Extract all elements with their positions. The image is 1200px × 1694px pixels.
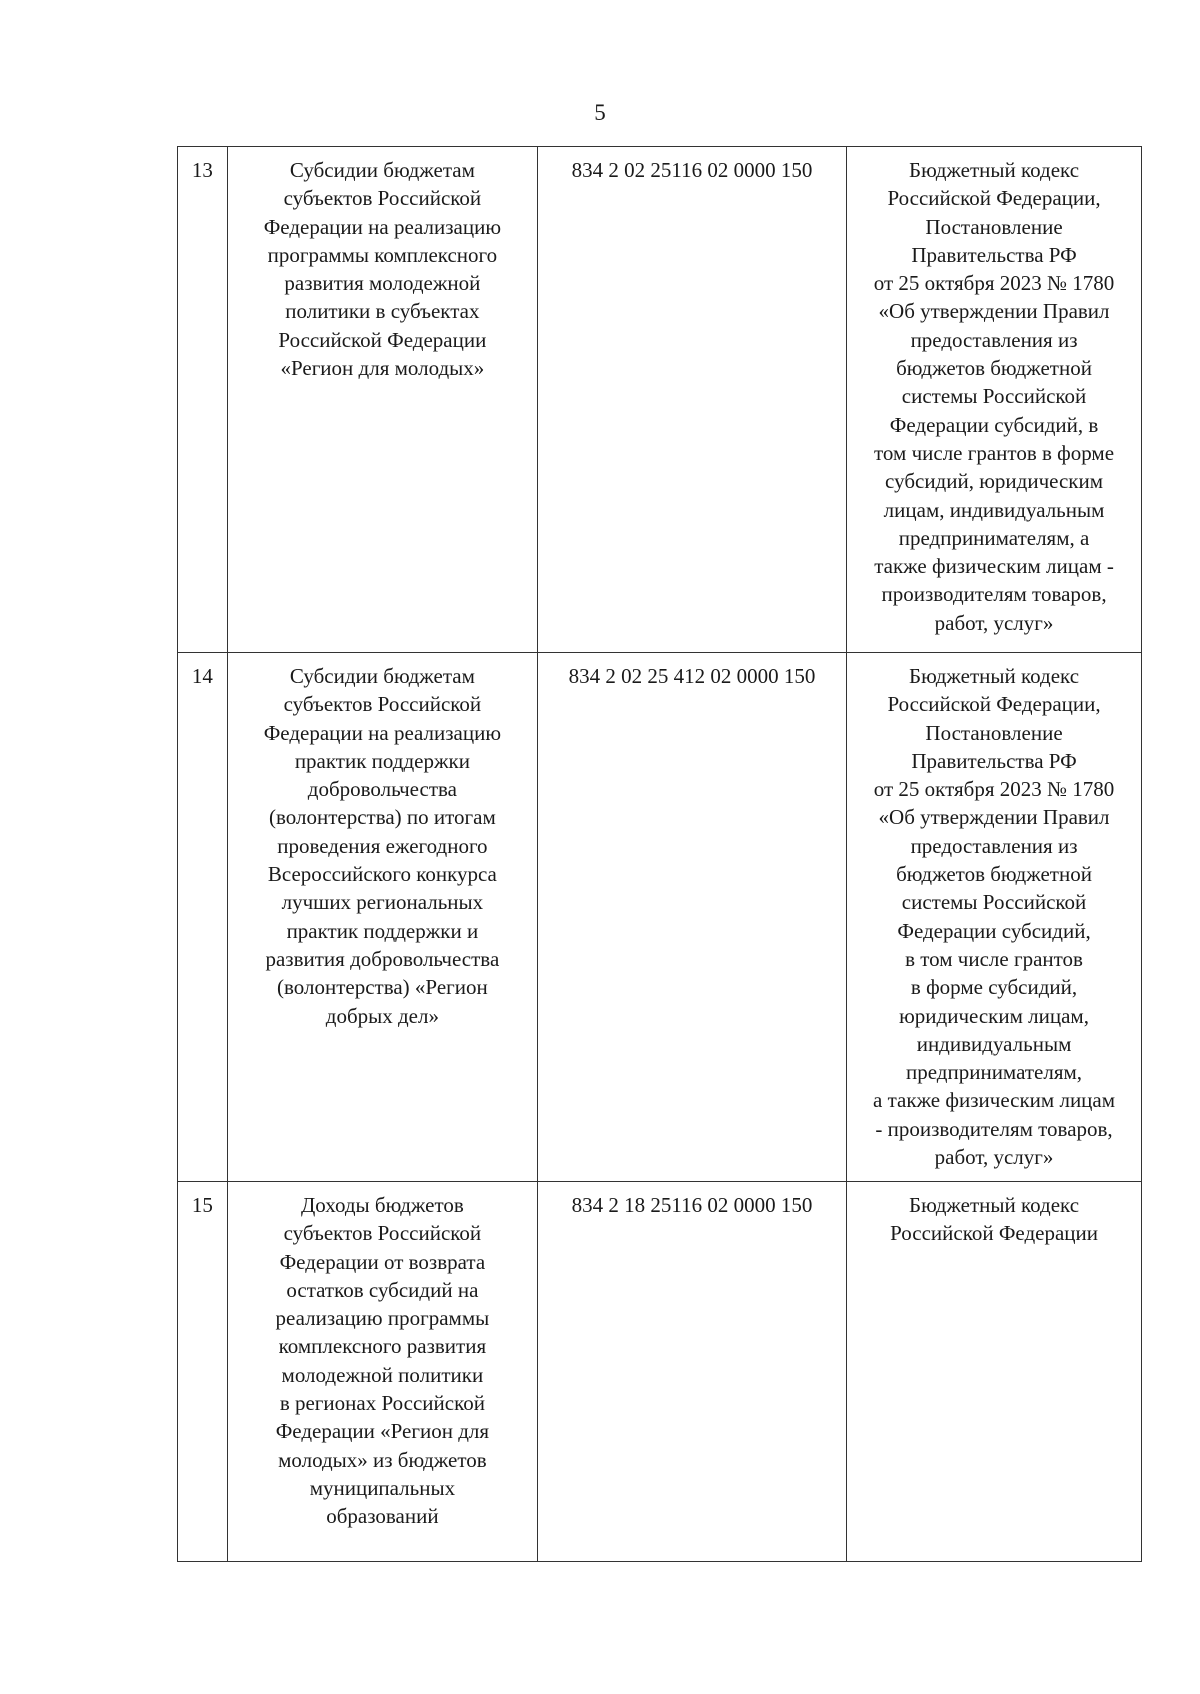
- legal-basis-line: производителям товаров,: [881, 582, 1107, 607]
- legal-basis-line: системы Российской: [901, 384, 1087, 409]
- legal-basis-line: Российской Федерации,: [887, 186, 1101, 211]
- legal-basis-line: юридическим лицам,: [899, 1003, 1089, 1028]
- revenue-name-line: субъектов Российской: [283, 692, 482, 717]
- revenue-name-line: (волонтерства) по итогам: [269, 805, 496, 830]
- legal-basis-line: Правительства РФ: [911, 748, 1077, 773]
- legal-basis-line: Бюджетный кодекс: [909, 664, 1080, 688]
- legal-basis-cell: [847, 147, 1142, 653]
- row-number: 13: [191, 158, 213, 182]
- legal-basis-line: «Об утверждении Правил: [878, 299, 1110, 324]
- revenue-name-line: политики в субъектах: [285, 299, 480, 324]
- legal-basis-line: от 25 октября 2023 № 1780: [873, 271, 1115, 296]
- revenue-name-line: практик поддержки и: [286, 918, 479, 943]
- legal-basis-line: том числе грантов в форме: [874, 440, 1115, 465]
- row-number: 15: [191, 1193, 213, 1217]
- revenue-name-cell: [227, 1182, 537, 1562]
- legal-basis-line: Правительства РФ: [911, 242, 1077, 267]
- revenue-name-cell: [227, 147, 537, 653]
- revenue-name-line: Доходы бюджетов: [300, 1193, 464, 1217]
- legal-basis-line: системы Российской: [901, 890, 1087, 915]
- revenue-name-line: «Регион для молодых»: [280, 356, 485, 381]
- revenue-name-line: развития добровольчества: [265, 946, 500, 971]
- legal-basis-line: также физическим лицам -: [874, 554, 1114, 579]
- legal-basis-line: индивидуальным: [916, 1031, 1072, 1056]
- table-body: [178, 147, 1142, 1562]
- revenue-name-line: проведения ежегодного: [277, 833, 488, 858]
- legal-basis-cell: [847, 1182, 1142, 1562]
- row-number-cell: [178, 653, 228, 1182]
- row-number-cell: [178, 1182, 228, 1562]
- revenue-name-cell: [227, 653, 537, 1182]
- table-row: [178, 1182, 1142, 1562]
- legal-basis-line: Российской Федерации,: [887, 692, 1101, 717]
- row-number-cell: [178, 147, 228, 653]
- legal-basis-line: в форме субсидий,: [910, 975, 1078, 1000]
- revenue-name-line: добрых дел»: [325, 1003, 439, 1028]
- legal-basis-line: Федерации субсидий,: [897, 918, 1091, 943]
- revenue-name-line: Федерации от возврата: [279, 1249, 486, 1274]
- revenue-name-line: Федерации «Регион для: [275, 1419, 490, 1444]
- revenue-name-line: Федерации на реализацию: [263, 720, 502, 745]
- revenue-name-line: молодых» из бюджетов: [278, 1447, 487, 1472]
- legal-basis-line: субсидий, юридическим: [885, 469, 1104, 494]
- table-row: [178, 147, 1142, 653]
- revenue-name-line: Российской Федерации: [278, 327, 487, 352]
- row-number: 14: [191, 664, 213, 688]
- revenue-name-line: Всероссийского конкурса: [267, 862, 497, 887]
- legal-basis-line: Постановление: [925, 720, 1063, 745]
- revenue-name-line: практик поддержки: [294, 748, 470, 773]
- revenue-name-line: остатков субсидий на: [286, 1277, 479, 1302]
- revenue-code-cell: [537, 653, 846, 1182]
- legal-basis-line: работ, услуг»: [934, 610, 1054, 635]
- legal-basis-line: Бюджетный кодекс: [909, 158, 1080, 182]
- legal-basis-line: «Об утверждении Правил: [878, 805, 1110, 830]
- revenue-code-cell: [537, 1182, 846, 1562]
- revenue-name-line: субъектов Российской: [283, 186, 482, 211]
- revenue-code: 834 2 02 25116 02 0000 150: [571, 158, 813, 182]
- revenue-name-line: в регионах Российской: [279, 1391, 485, 1416]
- revenue-name-line: образований: [326, 1504, 439, 1529]
- legal-basis-line: предпринимателям,: [906, 1060, 1083, 1085]
- legal-basis-line: Постановление: [925, 214, 1063, 239]
- legal-basis-line: в том числе грантов: [905, 946, 1083, 971]
- revenue-name-line: реализацию программы: [275, 1306, 490, 1331]
- legal-basis-line: - производителям товаров,: [875, 1116, 1113, 1141]
- revenue-name-line: Субсидии бюджетам: [289, 158, 475, 182]
- legal-basis-line: а также физическим лицам: [873, 1088, 1116, 1113]
- revenue-code: 834 2 02 25 412 02 0000 150: [568, 664, 816, 688]
- revenue-name-line: добровольчества: [307, 777, 457, 802]
- revenue-name-line: Федерации на реализацию: [263, 214, 502, 239]
- legal-basis-line: от 25 октября 2023 № 1780: [873, 777, 1115, 802]
- revenue-name-line: развития молодежной: [284, 271, 481, 296]
- revenue-name-line: (волонтерства) «Регион: [277, 975, 488, 1000]
- legal-basis-line: предоставления из: [910, 833, 1078, 858]
- legal-basis-line: Российской Федерации: [890, 1221, 1098, 1246]
- revenue-code-cell: [537, 147, 846, 653]
- revenue-name-line: субъектов Российской: [283, 1221, 482, 1246]
- legal-basis-line: предоставления из: [910, 327, 1078, 352]
- revenue-name-line: муниципальных: [309, 1475, 456, 1500]
- revenue-codes-table: [177, 146, 1142, 1562]
- page-number: 5: [594, 100, 606, 125]
- legal-basis-line: предпринимателям, а: [898, 525, 1090, 550]
- legal-basis-line: лицам, индивидуальным: [883, 497, 1105, 522]
- revenue-name-line: Субсидии бюджетам: [289, 664, 475, 688]
- revenue-code: 834 2 18 25116 02 0000 150: [571, 1193, 813, 1217]
- legal-basis-line: Бюджетный кодекс: [909, 1193, 1080, 1217]
- legal-basis-line: бюджетов бюджетной: [896, 862, 1092, 887]
- revenue-name-line: комплексного развития: [278, 1334, 487, 1359]
- revenue-name-line: программы комплексного: [267, 242, 498, 267]
- revenue-name-line: молодежной политики: [281, 1362, 484, 1387]
- legal-basis-line: Федерации субсидий, в: [889, 412, 1099, 437]
- legal-basis-line: работ, услуг»: [934, 1145, 1054, 1170]
- table-row: [178, 653, 1142, 1182]
- revenue-name-line: лучших региональных: [281, 890, 484, 915]
- legal-basis-line: бюджетов бюджетной: [896, 356, 1092, 381]
- legal-basis-cell: [847, 653, 1142, 1182]
